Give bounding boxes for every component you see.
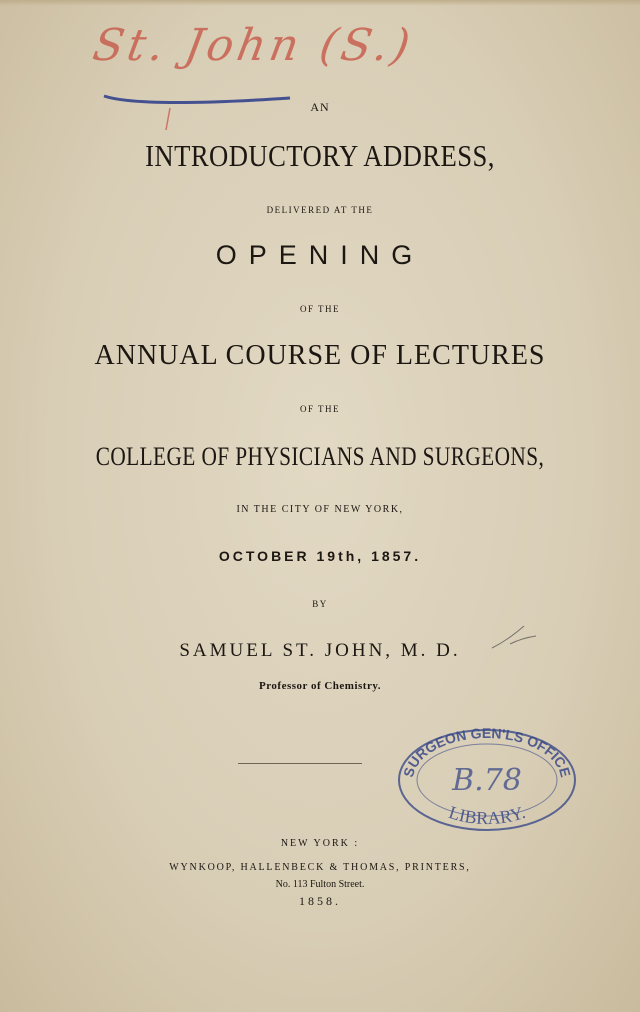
annual-course-heading: ANNUAL COURSE OF LECTURES — [94, 340, 546, 371]
svg-text:LIBRARY. — [446, 802, 527, 828]
opening-heading: OPENING — [215, 240, 425, 270]
author-position: Professor of Chemistry. — [259, 680, 381, 692]
imprint-year: 1858. — [299, 894, 341, 908]
stamp-top-text: SURGEON GEN'LS OFFICE — [400, 724, 574, 779]
delivered-line: DELIVERED AT THE — [266, 205, 374, 215]
pencil-check-mark — [490, 618, 540, 658]
main-title: INTRODUCTORY ADDRESS, — [145, 138, 495, 173]
date-line: OCTOBER 19th, 1857. — [218, 548, 422, 564]
by-line: BY — [312, 599, 328, 609]
author-name: SAMUEL ST. JOHN, M. D. — [179, 640, 461, 661]
of-the-line-2: OF THE — [299, 404, 341, 414]
of-the-line-1: OF THE — [299, 304, 341, 314]
handwritten-annotation: St. John (S.) — [89, 20, 418, 71]
college-heading: COLLEGE OF PHYSICIANS AND SURGEONS, — [95, 442, 545, 471]
page-edge — [0, 0, 640, 6]
city-line: IN THE CITY OF NEW YORK, — [236, 504, 404, 515]
stamp-bottom-text: LIBRARY. — [446, 801, 528, 829]
stamp-handwritten-number: B.78 — [452, 763, 522, 798]
divider-rule — [238, 763, 362, 764]
imprint-place: NEW YORK : — [280, 838, 360, 849]
library-stamp — [395, 722, 585, 842]
imprint-printers: WYNKOOP, HALLENBECK & THOMAS, PRINTERS, — [169, 862, 471, 873]
imprint-address: No. 113 Fulton Street. — [275, 879, 365, 890]
title-an: AN — [310, 100, 330, 114]
